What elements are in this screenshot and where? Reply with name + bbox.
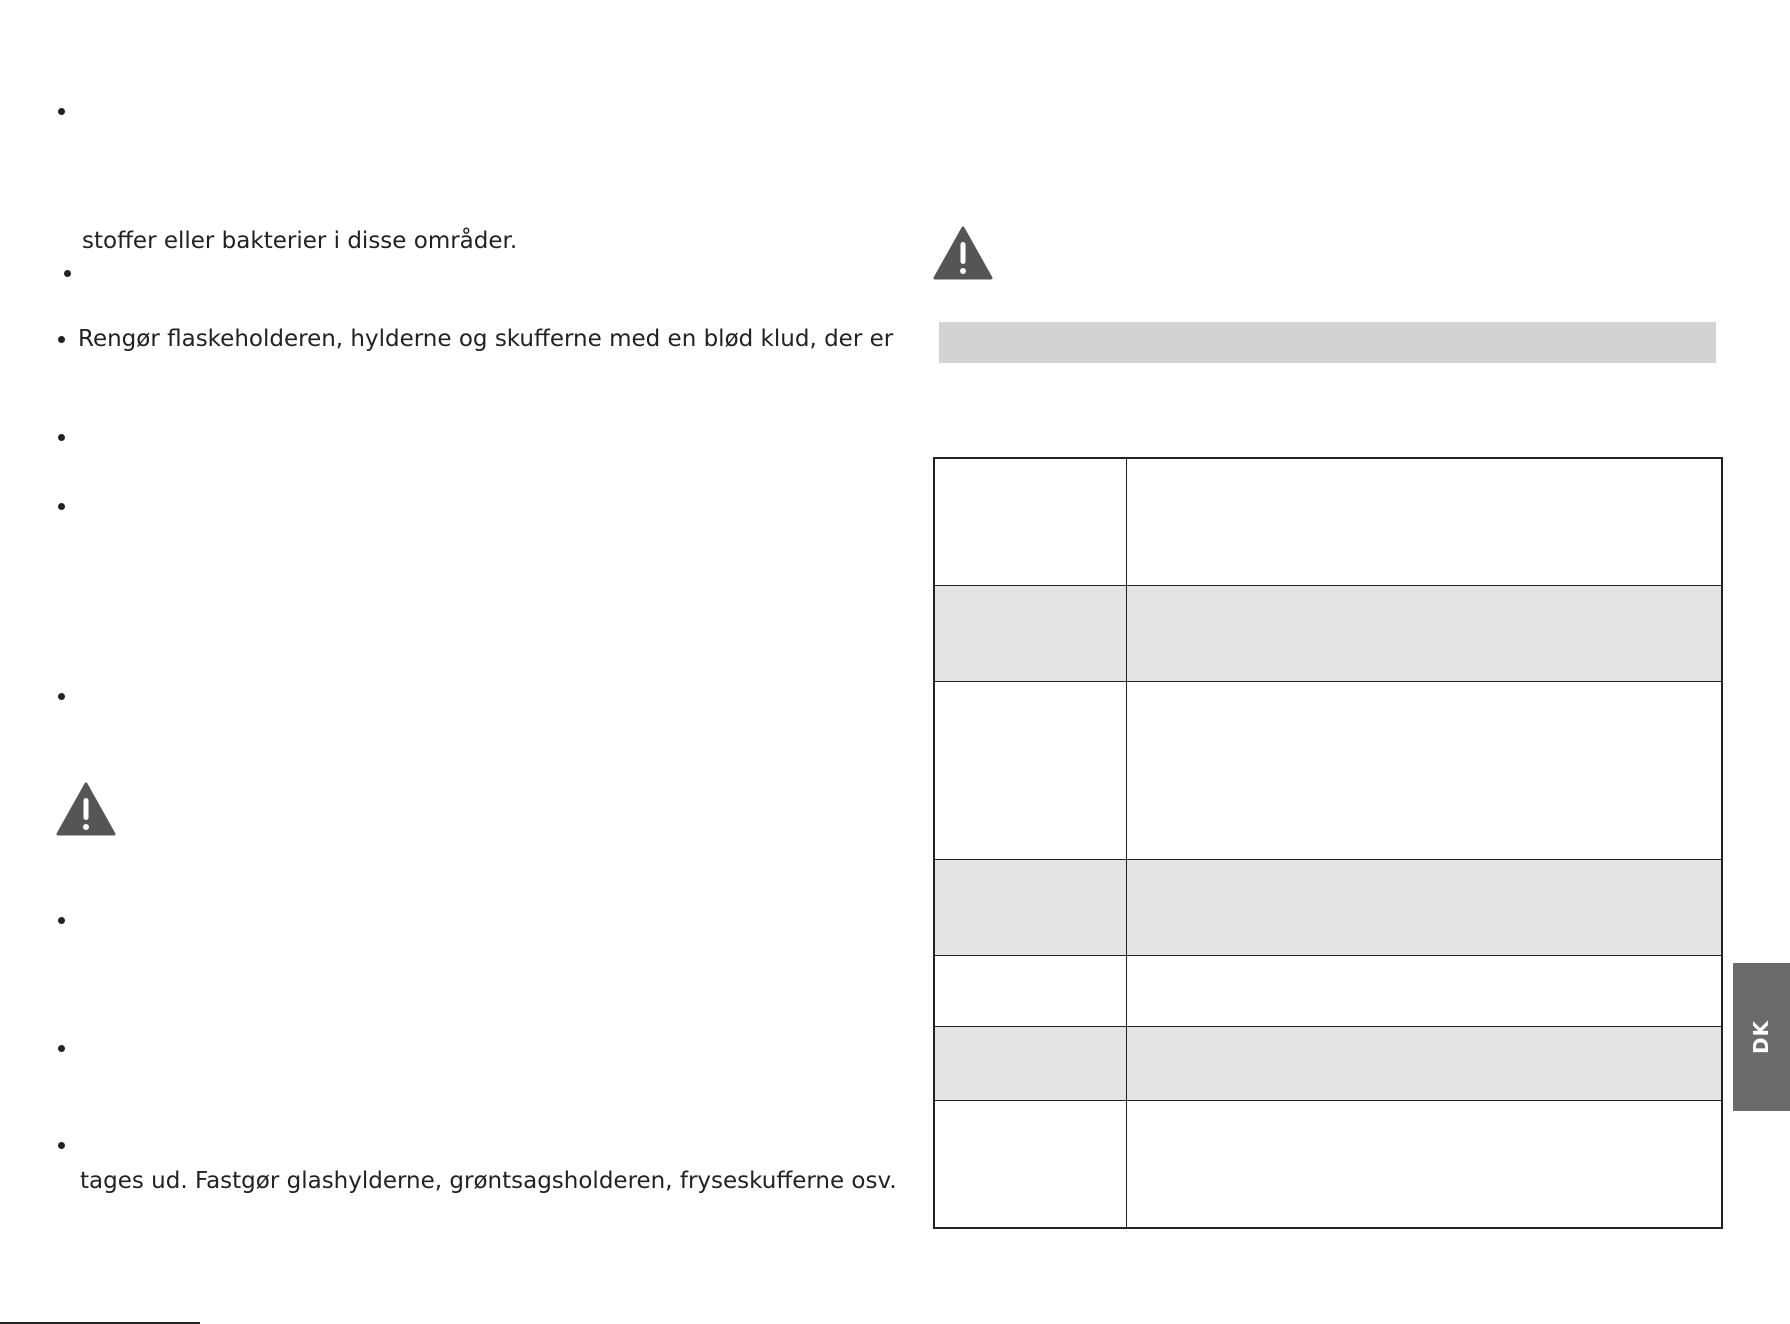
- table-cell: [935, 586, 1127, 681]
- text-line-2: Rengør flaskeholderen, hylderne og skufferne med en blød klud, der er: [78, 326, 894, 352]
- table-cell: [935, 682, 1127, 859]
- language-tab: [1733, 963, 1790, 1111]
- troubleshooting-table: [933, 457, 1723, 1229]
- table-row: [935, 459, 1721, 585]
- table-cell: [935, 956, 1127, 1026]
- table-row: [935, 681, 1721, 859]
- bullet-7: [58, 917, 65, 924]
- table-row: [935, 955, 1721, 1026]
- warning-triangle-icon: [933, 226, 993, 280]
- bullet-9: [58, 1142, 65, 1149]
- table-row: [935, 1026, 1721, 1100]
- table-cell: [935, 860, 1127, 955]
- bullet-2: [64, 270, 71, 277]
- language-tab-label: DK: [1749, 1019, 1774, 1055]
- bullet-1: [58, 108, 65, 115]
- table-cell: [935, 1101, 1127, 1227]
- bullet-6: [58, 693, 65, 700]
- bullet-3: [58, 336, 65, 343]
- table-row: [935, 585, 1721, 681]
- section-header-bar: [939, 322, 1716, 363]
- table-cell: [935, 1027, 1127, 1100]
- bullet-8: [58, 1045, 65, 1052]
- table-cell: [935, 459, 1127, 585]
- text-line-1: stoffer eller bakterier i disse områder.: [82, 228, 518, 254]
- bullet-5: [58, 503, 65, 510]
- table-row: [935, 859, 1721, 955]
- bullet-4: [58, 434, 65, 441]
- warning-triangle-icon: [56, 782, 116, 836]
- text-line-3: tages ud. Fastgør glashylderne, grøntsagsholderen, fryseskufferne osv.: [80, 1168, 897, 1194]
- table-row: [935, 1100, 1721, 1227]
